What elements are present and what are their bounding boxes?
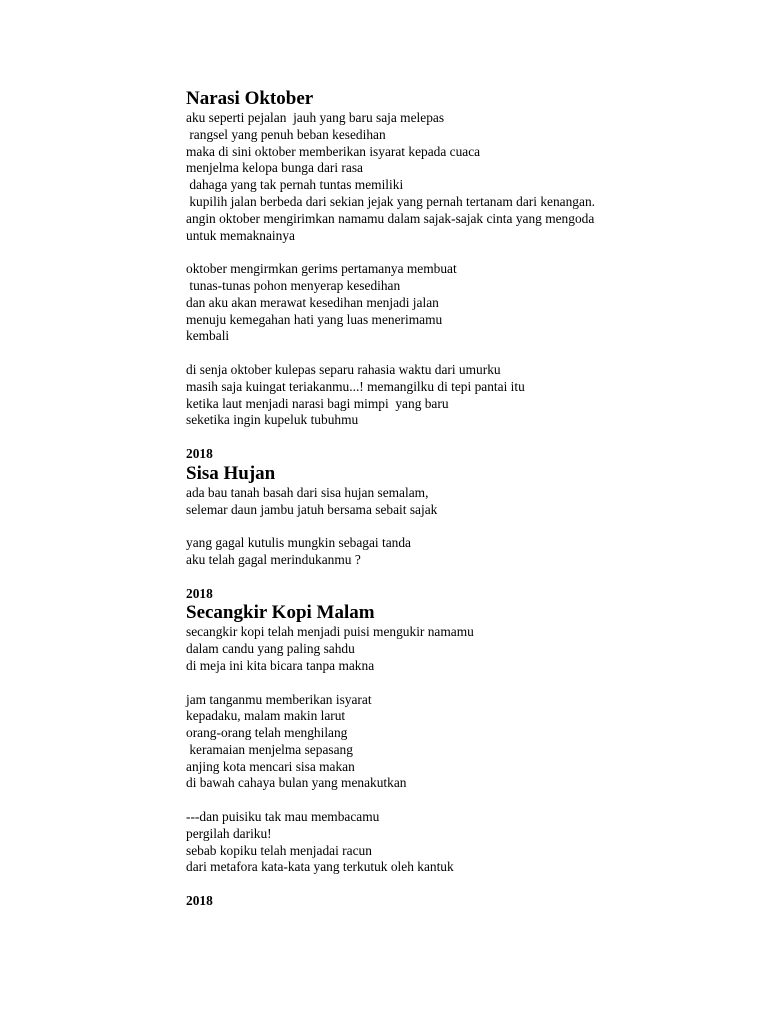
poem-line: kepadaku, malam makin larut bbox=[186, 708, 346, 724]
stanza bbox=[186, 362, 746, 429]
stanza bbox=[186, 692, 746, 793]
stanza bbox=[186, 485, 746, 519]
poem-line: dahaga yang tak pernah tuntas memiliki bbox=[186, 177, 404, 193]
poem-line: oktober mengirmkan gerims pertamanya membuat bbox=[186, 261, 457, 277]
poem-title: Narasi Oktober bbox=[186, 88, 314, 109]
poem-line: pergilah dariku! bbox=[186, 825, 272, 841]
stanza bbox=[186, 809, 746, 876]
poem-line: untuk memaknainya bbox=[186, 227, 295, 243]
poem-line: secangkir kopi telah menjadi puisi mengukir namamu bbox=[186, 624, 474, 640]
poem-title: Secangkir Kopi Malam bbox=[186, 602, 375, 624]
poem-line: rangsel yang penuh beban kesedihan bbox=[186, 126, 386, 142]
poem-line: orang-orang telah menghilang bbox=[186, 725, 348, 741]
document-page bbox=[186, 88, 746, 910]
poem-line: aku seperti pejalan jauh yang baru saja melepas bbox=[186, 110, 445, 125]
poem-line: sebab kopiku telah menjadai racun bbox=[186, 842, 372, 858]
poem-line: ketika laut menjadi narasi bagi mimpi yang baru bbox=[186, 395, 449, 411]
poem bbox=[186, 463, 746, 603]
poem-line: kupilih jalan berbeda dari sekian jejak yang pernah tertanam dari kenangan. bbox=[186, 193, 595, 209]
poem-line: kembali bbox=[186, 328, 230, 344]
stanza-gap bbox=[186, 675, 746, 692]
poem-line: seketika ingin kupeluk tubuhmu bbox=[186, 412, 359, 428]
stanza bbox=[186, 624, 746, 674]
poem-line: ada bau tanah basah dari sisa hujan semalam, bbox=[186, 484, 429, 500]
poem-line: dan aku akan merawat kesedihan menjadi jalan bbox=[186, 294, 439, 310]
poem-line: jam tanganmu memberikan isyarat bbox=[186, 691, 372, 707]
poem-line: dari metafora kata-kata yang terkutuk oleh kantuk bbox=[186, 859, 454, 875]
poem bbox=[186, 88, 746, 463]
stanza-gap bbox=[186, 792, 746, 809]
poem bbox=[186, 602, 746, 910]
stanza bbox=[186, 535, 746, 569]
poem-line: menuju kemegahan hati yang luas menerimamu bbox=[186, 311, 443, 327]
poem-line: tunas-tunas pohon menyerap kesedihan bbox=[186, 277, 401, 293]
poem-line: di meja ini kita bicara tanpa makna bbox=[186, 657, 375, 673]
year-gap bbox=[186, 569, 746, 586]
stanza-gap bbox=[186, 244, 746, 261]
poem-line: menjelma kelopa bunga dari rasa bbox=[186, 160, 363, 176]
year-gap bbox=[186, 876, 746, 893]
stanza bbox=[186, 261, 746, 345]
poem-year: 2018 bbox=[186, 585, 213, 601]
poem-year: 2018 bbox=[186, 893, 213, 909]
poem-line: di senja oktober kulepas separu rahasia waktu dari umurku bbox=[186, 361, 501, 377]
year-gap bbox=[186, 429, 746, 446]
poem-line: masih saja kuingat teriakanmu...! memangilku di tepi pantai itu bbox=[186, 378, 525, 394]
poem-title: Sisa Hujan bbox=[186, 462, 276, 484]
poem-line: keramaian menjelma sepasang bbox=[186, 741, 353, 757]
poem-line: angin oktober mengirimkan namamu dalam sajak-sajak cinta yang mengoda bbox=[186, 210, 595, 226]
stanza-gap bbox=[186, 345, 746, 362]
poem-line: dalam candu yang paling sahdu bbox=[186, 641, 355, 657]
poem-line: aku telah gagal merindukanmu ? bbox=[186, 551, 361, 567]
poem-line: anjing kota mencari sisa makan bbox=[186, 758, 355, 774]
poem-year: 2018 bbox=[186, 445, 213, 461]
poem-line: ---dan puisiku tak mau membacamu bbox=[186, 809, 380, 825]
poem-line: di bawah cahaya bulan yang menakutkan bbox=[186, 775, 407, 791]
stanza bbox=[186, 110, 746, 244]
stanza-gap bbox=[186, 518, 746, 535]
poem-line: yang gagal kutulis mungkin sebagai tanda bbox=[186, 535, 411, 551]
poem-line: maka di sini oktober memberikan isyarat kepada cuaca bbox=[186, 143, 481, 159]
poem-line: selemar daun jambu jatuh bersama sebait sajak bbox=[186, 501, 438, 517]
